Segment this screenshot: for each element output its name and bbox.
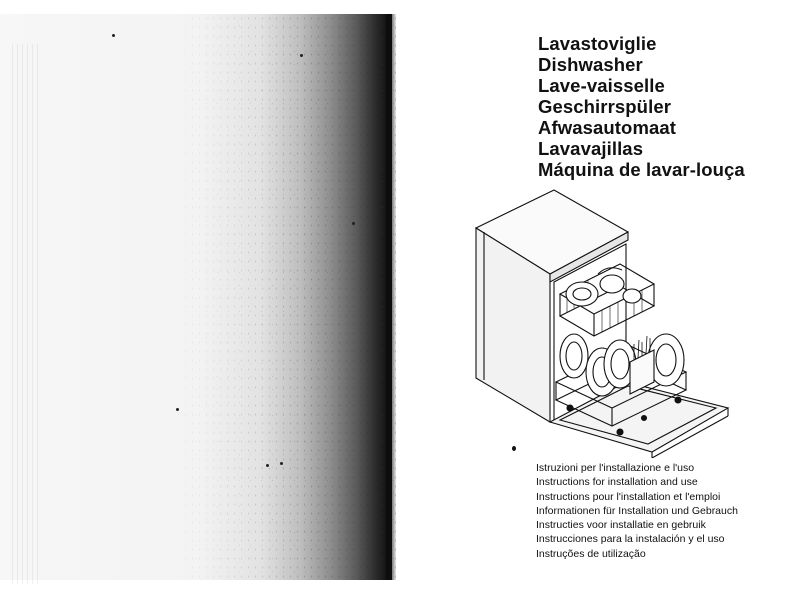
instruction-list — [536, 461, 738, 561]
title-italian: Lavastoviglie — [538, 33, 657, 54]
bullet-mark — [512, 446, 516, 451]
instruction-dutch: Instructies voor installatie en gebruik — [536, 519, 706, 532]
instruction-german: Informationen für Installation und Gebrauch — [536, 504, 738, 517]
instruction-english: Instructions for installation and use — [536, 476, 698, 489]
scan-speck — [280, 462, 283, 465]
title-spanish: Lavavajillas — [538, 138, 644, 159]
left-scanned-page — [0, 14, 396, 580]
instruction-spanish: Instrucciones para la instalación y el uso — [536, 533, 725, 546]
title-list — [538, 33, 745, 180]
page-edge-texture — [8, 44, 38, 584]
title-german: Geschirrspüler — [538, 96, 672, 117]
instruction-portuguese: Instruções de utilização — [536, 547, 646, 560]
instruction-italian: Istruzioni per l'installazione e l'uso — [536, 462, 695, 474]
instruction-french: Instructions pour l'installation et l'emploi — [536, 490, 721, 503]
title-portuguese: Máquina de lavar-louça — [538, 159, 745, 180]
scan-speck — [266, 464, 269, 467]
scan-speck — [176, 408, 179, 411]
scan-speck — [112, 34, 115, 37]
title-french: Lave-vaisselle — [538, 75, 665, 96]
title-dutch: Afwasautomaat — [538, 117, 677, 138]
dishwasher-illustration — [470, 186, 732, 458]
scan-speck — [300, 54, 303, 57]
title-english: Dishwasher — [538, 54, 643, 75]
scan-speck — [352, 222, 355, 225]
